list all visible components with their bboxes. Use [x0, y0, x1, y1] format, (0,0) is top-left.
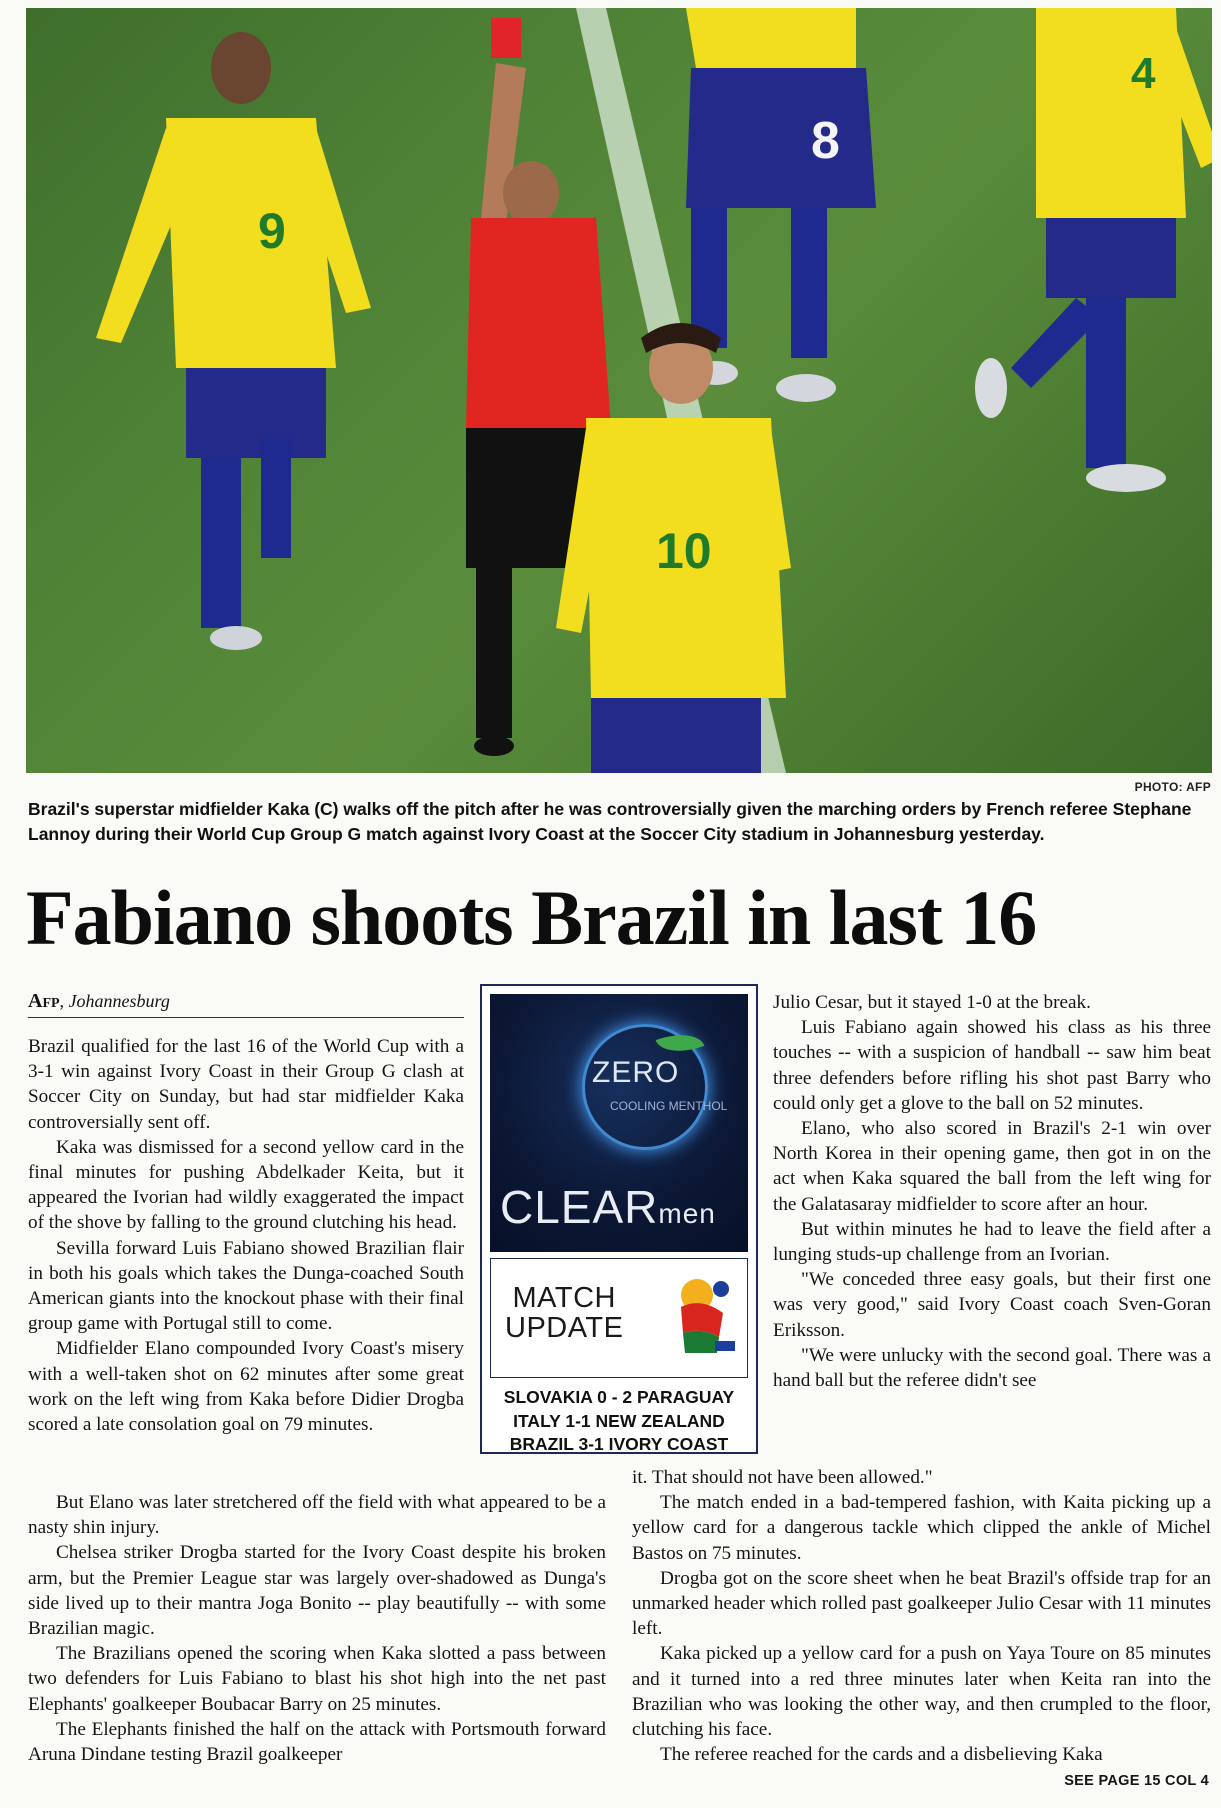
paragraph: it. That should not have been allowed.": [632, 1467, 933, 1488]
paragraph: Elano, who also scored in Brazil's 2-1 win over North Korea in their opening game, then got in on the act when Kaka squared the ball from the left wing for the Galatasaray midfielder to score after an hour.: [773, 1118, 1211, 1215]
continuation-note: SEE PAGE 15 COL 4: [1064, 1773, 1209, 1789]
player-4-figure: [975, 8, 1212, 492]
paragraph: Luis Fabiano again showed his class as his three touches -- with a suspicion of handball -- saw him beat three defenders before rifling his shot past Barry who could only get a glove to the ball on 52 minutes.: [773, 1017, 1211, 1114]
match-update-title-line1: MATCH: [512, 1282, 616, 1314]
paragraph: But within minutes he had to leave the field after a lunging studs-up challenge from an Ivorian.: [773, 1218, 1211, 1266]
jersey-number-9: 9: [258, 203, 286, 259]
paragraph: The referee reached for the cards and a disbelieving Kaka: [660, 1744, 1103, 1766]
dateline: Afp, Johannesburg: [28, 990, 170, 1012]
article-column-1-continued: [28, 1490, 606, 1767]
match-update-box: [480, 984, 758, 1454]
ad-brand-main-text: CLEAR: [500, 1181, 659, 1233]
clear-men-advertisement: [490, 994, 748, 1252]
world-cup-2010-logo-icon: [661, 1267, 741, 1367]
match-update-title: [505, 1283, 623, 1343]
paragraph: "We conceded three easy goals, but their first one was very good," said Ivory Coast coach Sven-Goran Eriksson.: [773, 1269, 1211, 1341]
match-update-header: [490, 1258, 748, 1378]
ad-brand-sub: COOLING MENTHOL: [610, 1099, 728, 1113]
paragraph: Drogba got on the score sheet when he beat Brazil's offside trap for an unmarked header which rolled past goalkeeper Julio Cesar with 11 minutes left.: [632, 1567, 1211, 1640]
paragraph: The Elephants finished the half on the attack with Portsmouth forward Aruna Dindane testing Brazil goalkeeper: [28, 1718, 606, 1766]
dateline-city: Johannesburg: [68, 991, 170, 1011]
paragraph: The match ended in a bad-tempered fashion, with Kaita picking up a yellow card for a dangerous tackle which clipped the ankle of Michel Bastos on 75 minutes.: [632, 1492, 1211, 1564]
paragraph: "We were unlucky with the second goal. There was a hand ball but the referee didn't see: [773, 1344, 1211, 1392]
article-column-3: [773, 990, 1211, 1393]
ad-brand-suffix: men: [658, 1198, 716, 1229]
jersey-number-8: 8: [811, 112, 840, 170]
dateline-rule: [28, 1017, 464, 1018]
article-column-1: [28, 1034, 464, 1437]
ad-brand-top: ZERO: [592, 1056, 680, 1089]
match-photo: [26, 8, 1212, 773]
photo-credit: PHOTO: AFP: [1134, 780, 1211, 794]
headline: Fabiano shoots Brazil in last 16: [26, 874, 1037, 961]
ad-brand-main: [500, 1180, 716, 1234]
paragraph: But Elano was later stretchered off the field with what appeared to be a nasty shin injury.: [28, 1492, 606, 1539]
paragraph: Julio Cesar, but it stayed 1-0 at the break.: [773, 992, 1091, 1013]
result-row: BRAZIL 3-1 IVORY COAST: [509, 1434, 729, 1454]
result-row: ITALY 1-1 NEW ZEALAND: [513, 1410, 725, 1431]
result-row: SLOVAKIA 0 - 2 PARAGUAY: [503, 1387, 735, 1407]
article-column-3-continued: [632, 1465, 1211, 1767]
paragraph: The Brazilians opened the scoring when Kaka slotted a pass between two defenders for Luis Fabiano to blast his shot high into the net past Elephants' goalkeeper Boubacar Barry on 25 minutes.: [28, 1643, 606, 1715]
paragraph: Chelsea striker Drogba started for the Ivory Coast despite his broken arm, but the Premier League star was largely over-shadowed as Dunga's side lived up to their mantra Joga Bonito -- play beautifully -- with some Brazilian magic.: [28, 1542, 606, 1640]
paragraph: Midfielder Elano compounded Ivory Coast's misery with a well-taken shot on 62 minutes after some great work on the left wing from Kaka before Didier Drogba scored a late consolation goal on 79 minutes.: [28, 1338, 464, 1436]
paragraph: Brazil qualified for the last 16 of the World Cup with a 3-1 win against Ivory Coast in their Group G clash at Soccer City on Sunday, but had star midfielder Kaka controversially sent off.: [28, 1036, 464, 1133]
match-update-title-line2: UPDATE: [505, 1312, 624, 1344]
dateline-agency: Afp: [28, 990, 60, 1012]
referee-figure: [466, 18, 611, 756]
paragraph: Kaka picked up a yellow card for a push on Yaya Toure on 85 minutes and it turned into a red three minutes later when Keita ran into the Brazilian who was looking the other way, and then crumpled to the floor, clutching his face.: [632, 1643, 1211, 1741]
photo-caption: Brazil's superstar midfielder Kaka (C) walks off the pitch after he was controversially given the marching orders by French referee Stephane Lannoy during their World Cup Group G match against Ivory Coast at the Soccer City stadium in Johannesburg yesterday.: [28, 799, 1192, 844]
jersey-number-10: 10: [656, 523, 712, 579]
match-results: [488, 1386, 750, 1457]
paragraph: Kaka was dismissed for a second yellow card in the final minutes for pushing Abdelkader Keita, but it appeared the Ivorian had wildly exaggerated the impact of the shove by falling to the ground clutching his head.: [28, 1136, 464, 1234]
jersey-number-4: 4: [1131, 49, 1156, 98]
paragraph: Sevilla forward Luis Fabiano showed Brazilian flair in both his goals which takes the Dunga-coached South American giants into the knockout phase with their final group game with Portugal still to come.: [28, 1237, 464, 1335]
player-9-figure: [96, 32, 371, 650]
photo-illustration: [26, 8, 1212, 773]
